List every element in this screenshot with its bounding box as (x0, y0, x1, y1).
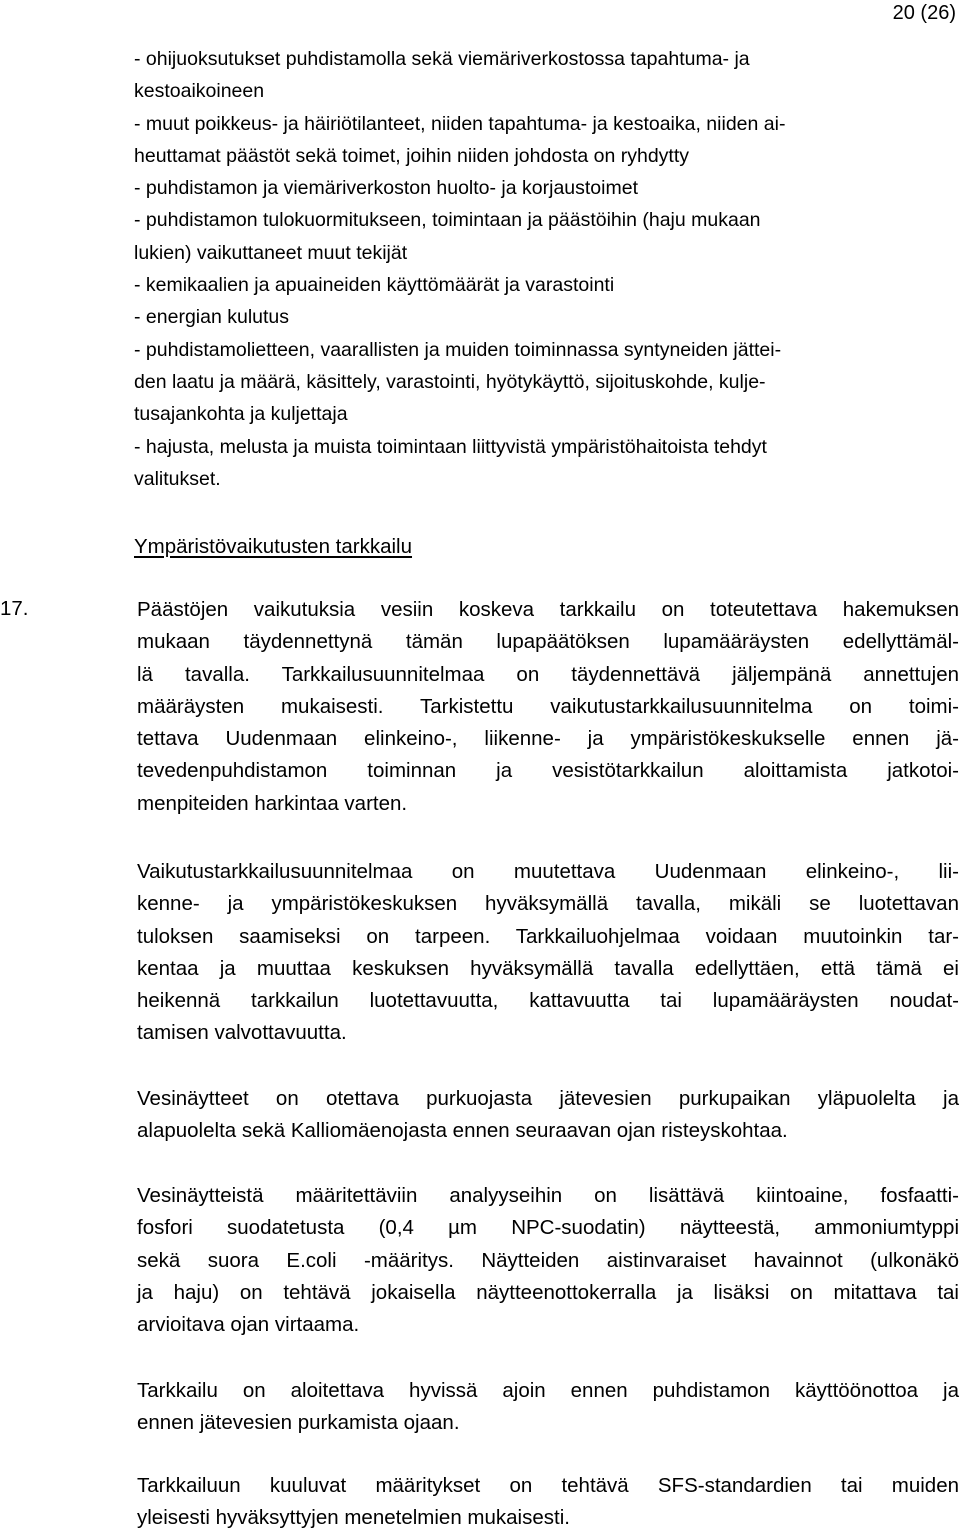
list-line: valitukset. (134, 467, 221, 490)
page-number: 20 (26) (892, 2, 956, 24)
paragraph-analyses (137, 1180, 959, 1341)
paragraph-line: määräysten mukaisesti. Tarkistettu vaikutustarkkailusuunnitelma on toimi- (137, 694, 959, 718)
paragraph-line: Vesinäytteet on otettava purkuojasta jätevesien purkupaikan yläpuolelta ja (137, 1087, 959, 1110)
list-line: - energian kulutus (134, 306, 290, 329)
paragraph-line: Tarkkailuun kuuluvat määritykset on tehtävä SFS-standardien tai muiden (137, 1474, 959, 1497)
paragraph-line: Tarkkailu on aloitettava hyvissä ajoin ennen puhdistamon käyttöönottoa ja (137, 1379, 959, 1402)
item-number: 17. (0, 597, 29, 620)
paragraph-plan-changes (137, 856, 959, 1050)
list-line: - ohijuoksutukset puhdistamolla sekä viemäriverkostossa tapahtuma- ja (134, 48, 750, 70)
reporting-requirements-list (134, 43, 958, 495)
paragraph-line: lä tavalla. Tarkkailusuunnitelmaa on täydennettävä jäljempänä annettujen (137, 662, 959, 686)
paragraph-water-samples (137, 1083, 959, 1148)
paragraph-line: arvioitava ojan virtaama. (137, 1313, 360, 1337)
paragraph-line: fosfori suodatetusta (0,4 µm NPC-suodatin) näytteestä, ammoniumtyppi (137, 1216, 959, 1240)
paragraph-line: tamisen valvottavuutta. (137, 1021, 347, 1045)
list-line: tusajankohta ja kuljettaja (134, 403, 348, 426)
paragraph-line: alapuolelta sekä Kalliomäenojasta ennen seuraavan ojan risteyskohtaa. (137, 1119, 788, 1143)
list-line: - puhdistamon ja viemäriverkoston huolto- ja korjaustoimet (134, 177, 638, 200)
paragraph-line: tevedenpuhdistamon toiminnan ja vesistötarkkailun aloittamista jatkotoi- (137, 759, 959, 783)
paragraph-line: yleisesti hyväksyttyjen menetelmien mukaisesti. (137, 1506, 570, 1530)
list-line: heuttamat päästöt sekä toimet, joihin niiden johdosta on ryhdytty (134, 144, 689, 167)
list-line: - muut poikkeus- ja häiriötilanteet, niiden tapahtuma- ja kestoaika, niiden ai- (134, 112, 786, 135)
section-heading: Ympäristövaikutusten tarkkailu (134, 535, 413, 558)
list-line: - puhdistamolietteen, vaarallisten ja muiden toiminnassa syntyneiden jättei- (134, 338, 782, 361)
paragraph-line: ja haju) on tehtävä jokaisella näytteenottokerralla ja lisäksi on mitattava tai (137, 1280, 959, 1304)
paragraph-line: Päästöjen vaikutuksia vesiin koskeva tarkkailu on toteutettava hakemuksen (137, 598, 959, 621)
paragraph-line: kentaa ja muuttaa keskuksen hyväksymällä tavalla edellyttäen, että tämä ei (137, 956, 959, 980)
list-line: - puhdistamon tulokuormitukseen, toimintaan ja päästöihin (haju mukaan (134, 209, 761, 232)
paragraph-line: Vaikutustarkkailusuunnitelmaa on muutettava Uudenmaan elinkeino-, lii- (137, 860, 959, 883)
list-line: den laatu ja määrä, käsittely, varastointi, hyötykäyttö, sijoituskohde, kulje- (134, 370, 766, 393)
paragraph-start-timing (137, 1375, 959, 1440)
list-line: - hajusta, melusta ja muista toimintaan liittyvistä ympäristöhaitoista tehdyt (134, 435, 767, 458)
list-line: lukien) vaikuttaneet muut tekijät (134, 241, 408, 264)
paragraph-line: sekä suora E.coli -määritys. Näytteiden aistinvaraiset havainnot (ulkonäkö (137, 1248, 959, 1272)
paragraph-line: kenne- ja ympäristökeskuksen hyväksymällä tavalla, mikäli se luotettavan (137, 892, 959, 916)
paragraph-monitoring-plan (137, 594, 959, 820)
paragraph-line: tettava Uudenmaan elinkeino-, liikenne- ja ympäristökeskukselle ennen jä- (137, 727, 959, 751)
paragraph-line: Vesinäytteistä määritettäviin analyyseihin on lisättävä kiintoaine, fosfaatti- (137, 1184, 959, 1207)
paragraph-line: mukaan täydennettynä tämän lupapäätöksen lupamääräysten edellyttämäl- (137, 630, 959, 654)
list-line: - kemikaalien ja apuaineiden käyttömäärät ja varastointi (134, 274, 615, 297)
paragraph-standards (137, 1470, 959, 1535)
paragraph-line: tuloksen saamiseksi on tarpeen. Tarkkailuohjelmaa voidaan muutoinkin tar- (137, 924, 959, 948)
paragraph-line: menpiteiden harkintaa varten. (137, 791, 408, 815)
paragraph-line: heikennä tarkkailun luotettavuutta, kattavuutta tai lupamääräysten noudat- (137, 989, 959, 1013)
list-line: kestoaikoineen (134, 80, 265, 103)
paragraph-line: ennen jätevesien purkamista ojaan. (137, 1411, 460, 1435)
